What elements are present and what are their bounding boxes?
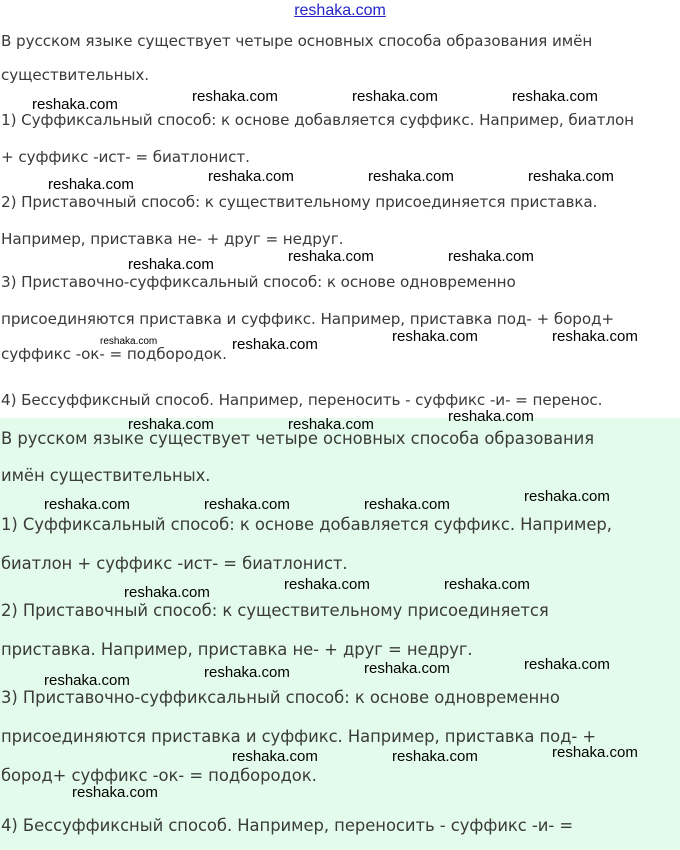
watermark: reshaka.com <box>352 88 438 105</box>
watermark: reshaka.com <box>364 496 450 513</box>
text-line: приставка. Например, приставка не- + друг = недруг. <box>1 640 473 659</box>
watermark: reshaka.com <box>448 248 534 265</box>
watermark: reshaka.com <box>208 168 294 185</box>
text-line: 4) Бессуффиксный способ. Например, переносить - суффикс -и- = <box>1 816 574 835</box>
watermark: reshaka.com <box>368 168 454 185</box>
watermark: reshaka.com <box>204 496 290 513</box>
text-line: 4) Бессуффиксный способ. Например, переносить - суффикс -и- = перенос. <box>1 391 603 409</box>
watermark: reshaka.com <box>124 584 210 601</box>
text-line: 3) Приставочно-суффиксальный способ: к основе одновременно <box>1 688 560 707</box>
text-line: суффикс -ок- = подбородок. <box>1 345 227 363</box>
text-line: существительных. <box>1 66 149 84</box>
text-line: имён существительных. <box>1 466 211 485</box>
watermark: reshaka.com <box>284 576 370 593</box>
watermark: reshaka.com <box>44 496 130 513</box>
watermark: reshaka.com <box>512 88 598 105</box>
text-line: бород+ суффикс -ок- = подбородок. <box>1 766 317 785</box>
watermark: reshaka.com <box>204 664 290 681</box>
watermark: reshaka.com <box>128 256 214 273</box>
text-line: 1) Суффиксальный способ: к основе добавляется суффикс. Например, биатлон <box>1 111 634 129</box>
watermark: reshaka.com <box>288 248 374 265</box>
watermark: reshaka.com <box>524 488 610 505</box>
text-line: 1) Суффиксальный способ: к основе добавляется суффикс. Например, <box>1 515 612 534</box>
watermark: reshaka.com <box>128 416 214 433</box>
watermark: reshaka.com <box>552 328 638 345</box>
watermark: reshaka.com <box>32 96 118 113</box>
text-line: 2) Приставочный способ: к существительному присоединяется приставка. <box>1 193 598 211</box>
text-line: присоединяются приставка и суффикс. Например, приставка под- + <box>1 727 597 746</box>
site-link[interactable]: reshaka.com <box>294 2 386 19</box>
watermark: reshaka.com <box>44 672 130 689</box>
text-line: 2) Приставочный способ: к существительному присоединяется <box>1 601 549 620</box>
watermark: reshaka.com <box>48 176 134 193</box>
watermark: reshaka.com <box>192 88 278 105</box>
watermark: reshaka.com <box>528 168 614 185</box>
watermark: reshaka.com <box>552 744 638 761</box>
watermark: reshaka.com <box>448 408 534 425</box>
watermark: reshaka.com <box>524 656 610 673</box>
watermark: reshaka.com <box>232 336 318 353</box>
text-line: присоединяются приставка и суффикс. Например, приставка под- + бород+ <box>1 310 615 328</box>
watermark-small: reshaka.com <box>100 336 158 347</box>
text-line: В русском языке существует четыре основных способа образования имён <box>1 32 593 50</box>
watermark: reshaka.com <box>72 784 158 801</box>
watermark: reshaka.com <box>444 576 530 593</box>
text-line: 3) Приставочно-суффиксальный способ: к основе одновременно <box>1 273 516 291</box>
watermark: reshaka.com <box>392 328 478 345</box>
watermark: reshaka.com <box>364 660 450 677</box>
watermark: reshaka.com <box>392 748 478 765</box>
text-line: биатлон + суффикс -ист- = биатлонист. <box>1 554 348 573</box>
watermark: reshaka.com <box>232 748 318 765</box>
text-line: В русском языке существует четыре основных способа образования <box>1 429 595 448</box>
text-line: + суффикс -ист- = биатлонист. <box>1 148 250 166</box>
watermark: reshaka.com <box>288 416 374 433</box>
text-line: Например, приставка не- + друг = недруг. <box>1 230 344 248</box>
